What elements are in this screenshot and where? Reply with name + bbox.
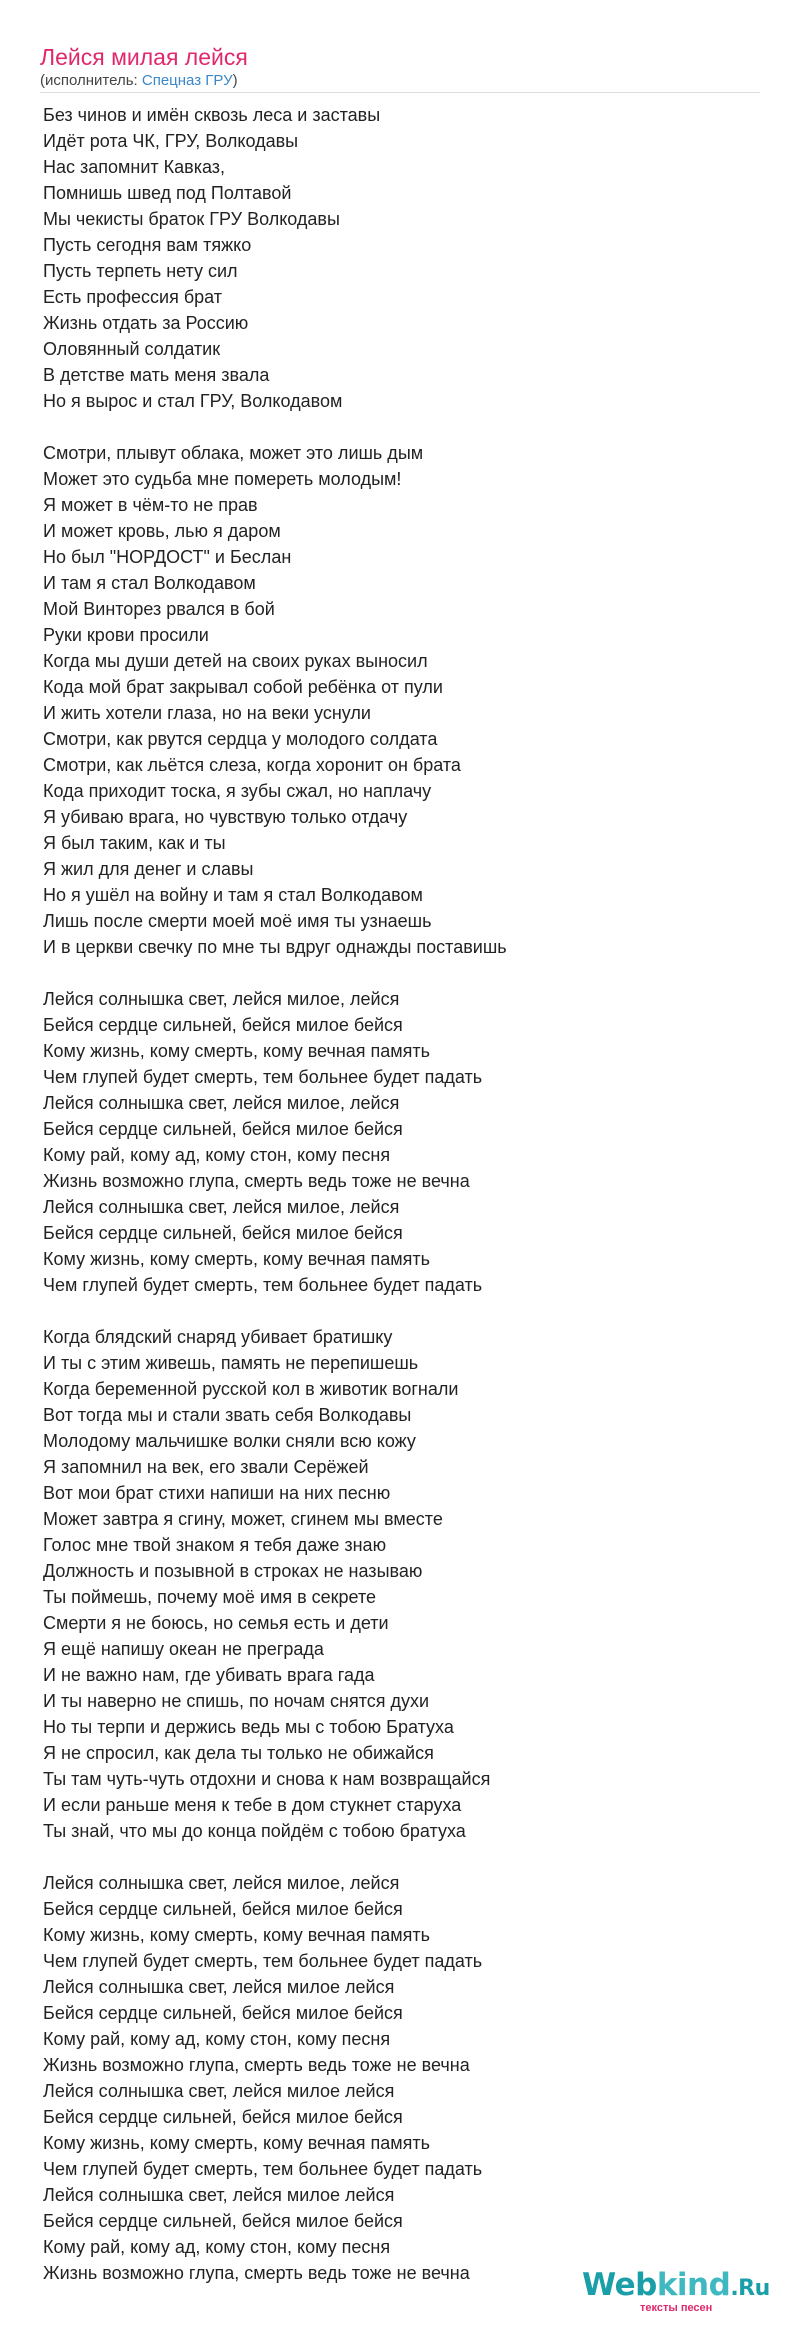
lyric-line: Я убиваю врага, но чувствую только отдачу xyxy=(43,807,408,827)
artist-link[interactable]: Спецназ ГРУ xyxy=(141,72,233,89)
lyric-line: Лейся солнышка свет, лейся милое, лейся xyxy=(43,1873,400,1893)
lyric-line: Кому рай, кому ад, кому стон, кому песня xyxy=(43,2029,391,2049)
lyric-line: Я не спросил, как дела ты только не обижайся xyxy=(43,1743,434,1763)
lyric-line: Есть профессия брат xyxy=(43,287,222,307)
lyric-line: Лейся солнышка свет, лейся милое лейся xyxy=(43,2185,395,2205)
lyric-line: Мы чекисты браток ГРУ Волкодавы xyxy=(43,209,340,229)
lyric-line: Жизнь отдать за Россию xyxy=(43,313,249,333)
lyric-line: Вот тогда мы и стали звать себя Волкодавы xyxy=(43,1405,412,1425)
lyric-line: Идёт рота ЧК, ГРУ, Волкодавы xyxy=(43,131,299,151)
lyric-line: Когда блядский снаряд убивает братишку xyxy=(43,1327,393,1347)
lyric-line: Кода приходит тоска, я зубы сжал, но наплачу xyxy=(43,781,432,801)
lyric-line: Кому жизнь, кому смерть, кому вечная память xyxy=(43,1925,431,1945)
lyric-line: Ты поймешь, почему моё имя в секрете xyxy=(43,1587,376,1607)
lyric-line: Смотри, как рвутся сердца у молодого солдата xyxy=(43,729,438,749)
lyric-line: Может это судьба мне помереть молодым! xyxy=(43,469,402,489)
lyric-line: Но я вырос и стал ГРУ, Волкодавом xyxy=(43,391,343,411)
header-divider xyxy=(40,92,760,93)
lyric-line: Оловянный солдатик xyxy=(43,339,221,359)
lyric-line: Кому рай, кому ад, кому стон, кому песня xyxy=(43,1145,391,1165)
lyric-line: Голос мне твой знаком я тебя даже знаю xyxy=(43,1535,387,1555)
lyric-line: Жизнь возможно глупа, смерть ведь тоже не вечна xyxy=(43,2055,470,2075)
lyric-line: Может завтра я сгину, может, сгинем мы вместе xyxy=(43,1509,443,1529)
lyric-line: И не важно нам, где убивать врага гада xyxy=(43,1665,375,1685)
lyric-line: Лишь после смерти моей моё имя ты узнаешь xyxy=(43,911,432,931)
lyric-line: Бейся сердце сильней, бейся милое бейся xyxy=(43,1899,403,1919)
lyric-line: Я жил для денег и славы xyxy=(43,859,254,879)
lyric-line: Пусть терпеть нету сил xyxy=(43,261,238,281)
artist-prefix: (исполнитель: xyxy=(40,72,142,89)
lyric-line: Чем глупей будет смерть, тем больнее будет падать xyxy=(43,2159,483,2179)
lyric-line: Я запомнил на век, его звали Серёжей xyxy=(43,1457,369,1477)
lyric-line: Лейся солнышка свет, лейся милое, лейся xyxy=(43,1197,400,1217)
lyric-line: Вот мои брат стихи напиши на них песню xyxy=(43,1483,391,1503)
lyric-line: Чем глупей будет смерть, тем больнее будет падать xyxy=(43,1067,483,1087)
lyric-line: Жизнь возможно глупа, смерть ведь тоже не вечна xyxy=(43,1171,470,1191)
lyric-line: И если раньше меня к тебе в дом стукнет старуха xyxy=(43,1795,462,1815)
lyric-line: Лейся солнышка свет, лейся милое, лейся xyxy=(43,989,400,1009)
lyric-line: И ты с этим живешь, память не перепишешь xyxy=(43,1353,419,1373)
lyric-line: Нас запомнит Кавказ, xyxy=(43,157,226,177)
lyric-line: Руки крови просили xyxy=(43,625,209,645)
lyric-line: Кому жизнь, кому смерть, кому вечная память xyxy=(43,1041,431,1061)
stanza-break xyxy=(43,1844,763,1870)
lyric-line: Но ты терпи и держись ведь мы с тобою Братуха xyxy=(43,1717,454,1737)
lyric-line: Бейся сердце сильней, бейся милое бейся xyxy=(43,2003,403,2023)
lyric-line: Кому рай, кому ад, кому стон, кому песня xyxy=(43,2237,391,2257)
logo-word-main: Web xyxy=(582,2267,657,2303)
lyric-line: Смерти я не боюсь, но семья есть и дети xyxy=(43,1613,389,1633)
logo-tld: .Ru xyxy=(730,2276,770,2301)
lyric-line: Ты знай, что мы до конца пойдём с тобою братуха xyxy=(43,1821,466,1841)
lyric-line: Я может в чём-то не прав xyxy=(43,495,258,515)
lyric-line: И в церкви свечку по мне ты вдруг однажды поставишь xyxy=(43,937,507,957)
lyric-line: Бейся сердце сильней, бейся милое бейся xyxy=(43,1119,403,1139)
lyric-line: Кому жизнь, кому смерть, кому вечная память xyxy=(43,2133,431,2153)
lyric-line: Лейся солнышка свет, лейся милое лейся xyxy=(43,1977,395,1997)
lyric-line: Мой Винторез рвался в бой xyxy=(43,599,275,619)
lyric-line: Должность и позывной в строках не называю xyxy=(43,1561,423,1581)
webkind-logo[interactable] xyxy=(582,2266,782,2326)
lyric-line: Помнишь швед под Полтавой xyxy=(43,183,292,203)
stanza-break xyxy=(43,960,763,986)
lyric-line: И там я стал Волкодавом xyxy=(43,573,256,593)
artist-line xyxy=(40,72,238,90)
logo-word-accent: kind xyxy=(656,2267,731,2303)
lyric-line: Я ещё напишу океан не преграда xyxy=(43,1639,324,1659)
lyric-line: Бейся сердце сильней, бейся милое бейся xyxy=(43,2211,403,2231)
lyric-line: Чем глупей будет смерть, тем больнее будет падать xyxy=(43,1275,483,1295)
logo-tagline: тексты песен xyxy=(640,2302,713,2314)
lyric-line: Без чинов и имён сквозь леса и заставы xyxy=(43,105,381,125)
lyric-line: Лейся солнышка свет, лейся милое, лейся xyxy=(43,1093,400,1113)
stanza-break xyxy=(43,1298,763,1324)
stanza-break xyxy=(43,414,763,440)
lyric-line: Кому жизнь, кому смерть, кому вечная память xyxy=(43,1249,431,1269)
lyric-line: Но был "НОРДОСТ" и Беслан xyxy=(43,547,292,567)
lyric-line: Бейся сердце сильней, бейся милое бейся xyxy=(43,1223,403,1243)
lyric-line: Кода мой брат закрывал собой ребёнка от пули xyxy=(43,677,443,697)
lyric-line: Ты там чуть-чуть отдохни и снова к нам возвращайся xyxy=(43,1769,491,1789)
lyric-line: И может кровь, лью я даром xyxy=(43,521,281,541)
lyric-line: Жизнь возможно глупа, смерть ведь тоже не вечна xyxy=(43,2263,470,2283)
song-title: Лейся милая лейся xyxy=(40,44,248,70)
lyric-line: В детстве мать меня звала xyxy=(43,365,270,385)
lyric-line: Когда беременной русской кол в животик вогнали xyxy=(43,1379,459,1399)
lyric-line: Смотри, плывут облака, может это лишь дым xyxy=(43,443,424,463)
lyric-line: Смотри, как льётся слеза, когда хоронит он брата xyxy=(43,755,461,775)
lyric-line: Я был таким, как и ты xyxy=(43,833,226,853)
artist-suffix: ) xyxy=(232,72,238,89)
lyric-line: Пусть сегодня вам тяжко xyxy=(43,235,252,255)
lyric-line: Чем глупей будет смерть, тем больнее будет падать xyxy=(43,1951,483,1971)
lyric-line: И ты наверно не спишь, по ночам снятся духи xyxy=(43,1691,430,1711)
lyric-line: Когда мы души детей на своих руках выносил xyxy=(43,651,428,671)
lyric-line: Но я ушёл на войну и там я стал Волкодавом xyxy=(43,885,423,905)
lyric-line: Лейся солнышка свет, лейся милое лейся xyxy=(43,2081,395,2101)
lyric-line: И жить хотели глаза, но на веки уснули xyxy=(43,703,371,723)
lyric-line: Молодому мальчишке волки сняли всю кожу xyxy=(43,1431,416,1451)
lyrics-text xyxy=(43,102,763,2286)
lyric-line: Бейся сердце сильней, бейся милое бейся xyxy=(43,1015,403,1035)
lyric-line: Бейся сердце сильней, бейся милое бейся xyxy=(43,2107,403,2127)
